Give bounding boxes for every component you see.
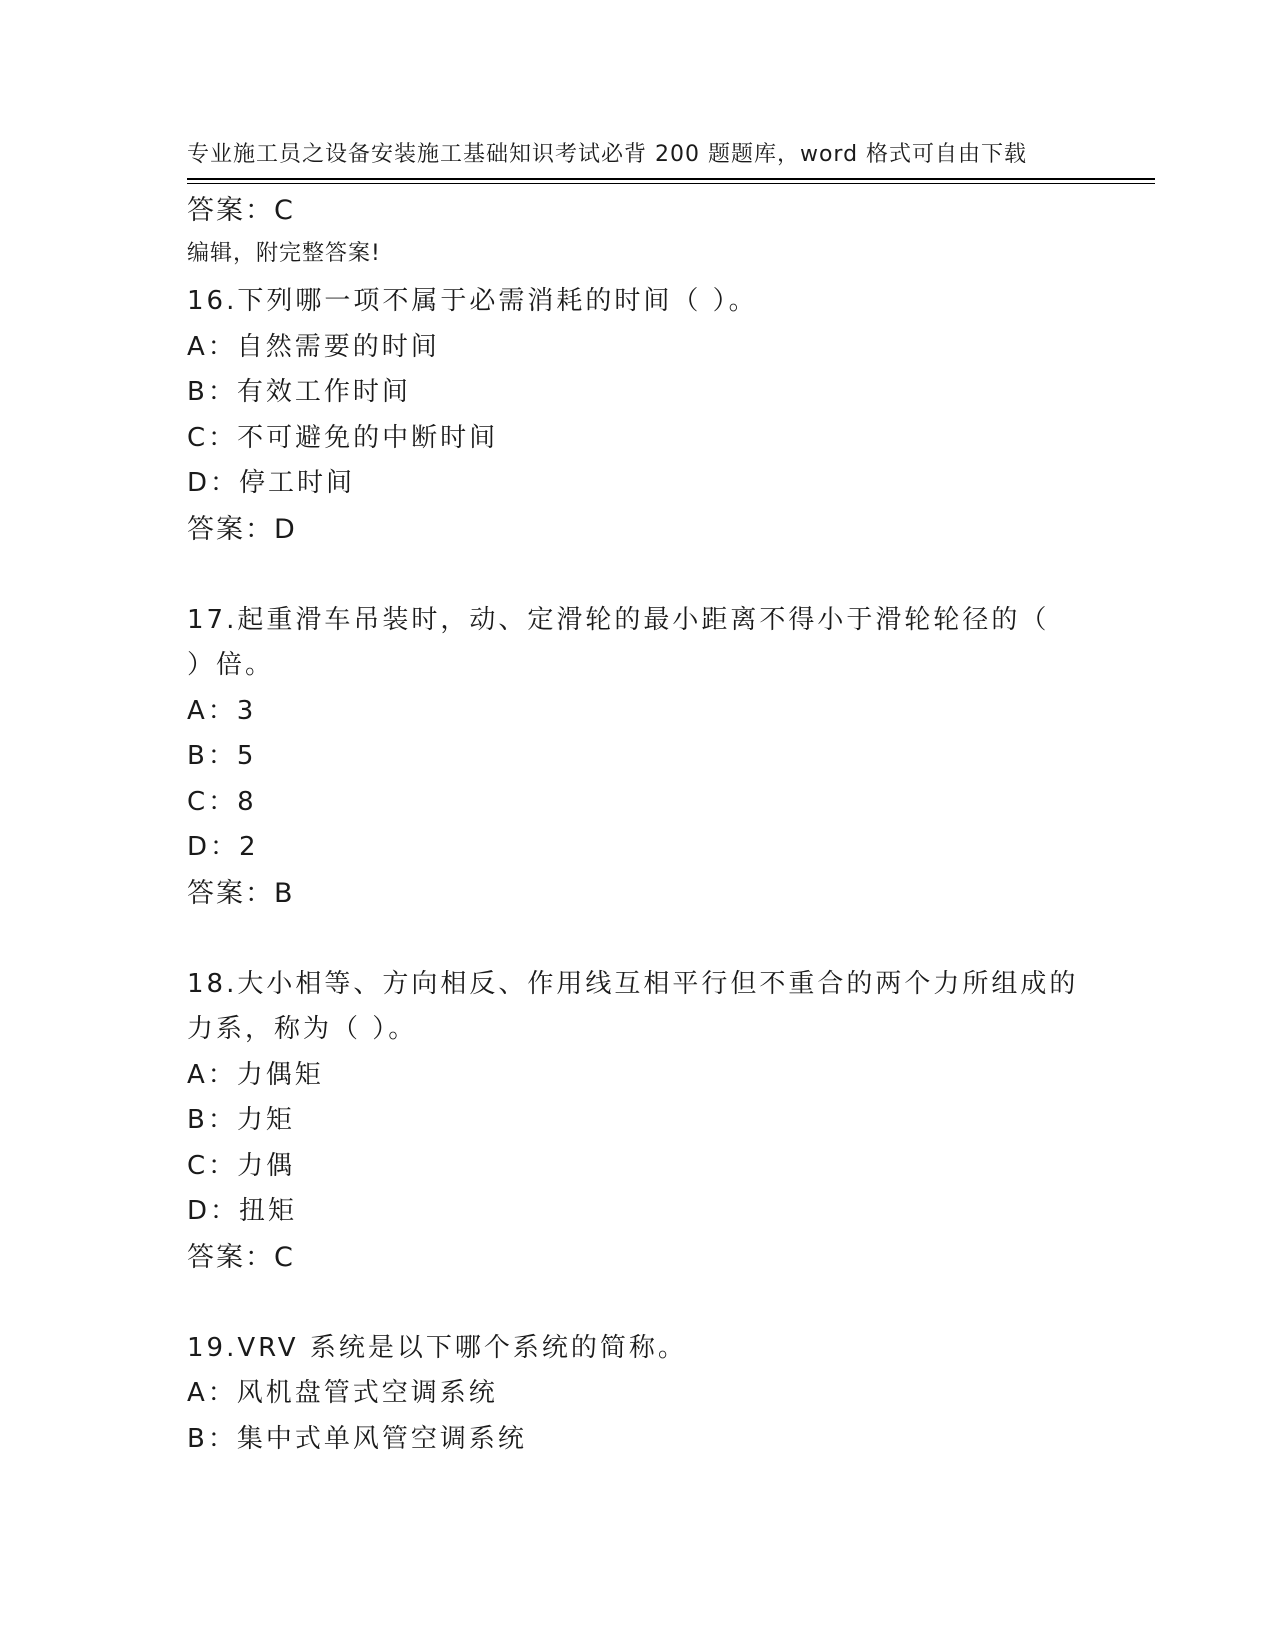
option-c: C：力偶	[187, 1150, 296, 1181]
question-19	[187, 1326, 1087, 1463]
option-b: B：力矩	[187, 1105, 295, 1135]
header-rule-thick	[187, 178, 1155, 180]
answer: 答案：B	[187, 877, 295, 909]
header-line-2: 编辑，附完整答案!	[187, 241, 381, 266]
option-b: B：5	[187, 741, 257, 771]
question-stem-continued: 力系，称为（ ）。	[187, 1014, 418, 1044]
spacer	[187, 1280, 1087, 1326]
option-d: D：停工时间	[187, 468, 356, 498]
question-stem: 16.下列哪一项不属于必需消耗的时间（ ）。	[187, 286, 758, 316]
spacer	[187, 916, 1087, 962]
document-body	[187, 188, 1087, 1462]
option-b: B：集中式单风管空调系统	[187, 1423, 527, 1454]
option-b: B：有效工作时间	[187, 377, 411, 407]
previous-answer: 答案：C	[187, 195, 295, 226]
header-line-1: 专业施工员之设备安装施工基础知识考试必背 200 题题库，word 格式可自由下载	[187, 142, 1028, 167]
header-rule-thin	[187, 183, 1155, 184]
option-c: C：不可避免的中断时间	[187, 422, 499, 453]
option-a: A：力偶矩	[187, 1059, 324, 1090]
spacer	[187, 552, 1087, 598]
answer: 答案：C	[187, 1241, 295, 1273]
spacer	[187, 234, 1087, 280]
option-d: D：2	[187, 832, 259, 862]
option-a: A：3	[187, 695, 257, 726]
question-16	[187, 279, 1087, 552]
question-17	[187, 598, 1087, 917]
option-a: A：自然需要的时间	[187, 331, 440, 362]
question-stem: 18.大小相等、方向相反、作用线互相平行但不重合的两个力所组成的	[187, 968, 1079, 999]
question-18	[187, 962, 1087, 1281]
option-c: C：8	[187, 786, 257, 817]
question-stem-continued: ）倍。	[187, 650, 275, 680]
answer: 答案：D	[187, 513, 297, 545]
question-stem: 17.起重滑车吊装时，动、定滑轮的最小距离不得小于滑轮轮径的（	[187, 604, 1050, 635]
option-a: A：风机盘管式空调系统	[187, 1378, 498, 1408]
question-stem: 19.VRV 系统是以下哪个系统的简称。	[187, 1332, 687, 1363]
option-d: D：扭矩	[187, 1196, 298, 1226]
